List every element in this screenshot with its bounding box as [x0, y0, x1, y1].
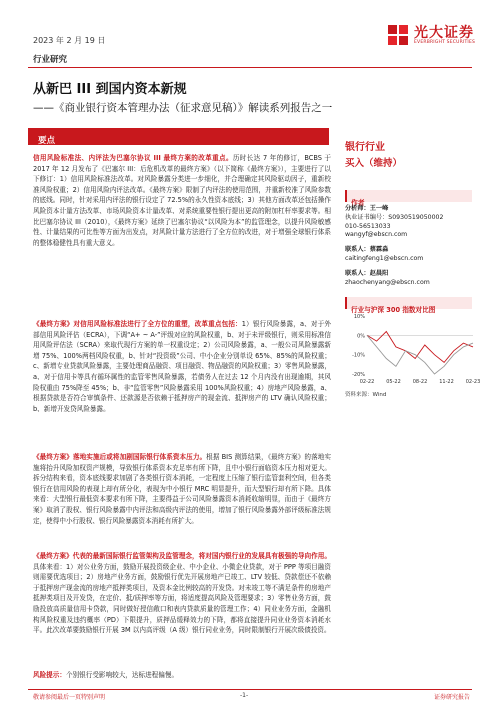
chart-header — [345, 297, 472, 314]
risk-label: 风险提示： — [33, 671, 66, 679]
contact-1-name: 联系人：蔡霖淼 — [345, 246, 389, 254]
report-date: 2023 年 2 月 19 日 — [33, 36, 106, 45]
y-tick-label: 0% — [357, 333, 365, 340]
paragraph-4-highlight: 《最终方案》代表的最新国际银行监管架构及监管理念，将对国内银行业的发展具有极强的导向作用。 — [33, 552, 331, 560]
chart-source: 资料来源：Wind — [345, 392, 387, 398]
contact-2-email[interactable]: zhaochenyang@ebscn.com — [345, 278, 430, 286]
series-line — [367, 335, 473, 374]
x-tick-label: 05-22 — [386, 379, 401, 385]
paragraph-2-text: 1）银行风险暴露，a、对于外部信用风险评估（ECRA），下调“A+ ~ A-”评级对应的风险权重，b、对于未评级银行，则采用标准信用风险评估法（SCRA）来取代现行方案的单一权重设定；2）公司风险暴露，a、一般公司风险暴露新增 75%、100%两档风险权重，b、针对“投资级”公司、中小企业分别单设 65%、85%的风险权重；c、新增专业贷款风险暴露，主要处理商品融资、项目融资、物品融资的风险权重；3）零售风险暴露，a、对于信用卡等具有循环属性的监管零售风险暴露，若债务人在过去 12 个月内没有出现逾期，其风险权重由 75%降至 45%；b、非“监管零售”风险暴露采用 100%风险权重；4）房地产风险暴露，a、根据贷款是否符合审慎条件、还款源是否依赖于抵押房产的现金流、抵押房产的 LTV 确认风险权重；b、新增开发贷风险暴露。 — [33, 320, 331, 413]
x-tick-label: 02-23 — [465, 379, 481, 385]
risk-warning — [33, 670, 331, 681]
y-tick-label: 10% — [353, 314, 365, 320]
analyst-cert: 执业证书编号：S0930519050002 — [345, 213, 444, 221]
index-comparison-chart — [345, 312, 481, 388]
paragraph-4 — [33, 551, 331, 636]
x-tick-label: 11-22 — [439, 379, 454, 385]
header-divider — [28, 67, 472, 68]
author-header — [345, 190, 472, 207]
investment-rating: 买入（维持） — [345, 158, 403, 169]
author-header-label: 作者 — [351, 199, 365, 207]
key-points-label: 要点 — [38, 136, 56, 146]
series-line — [367, 332, 473, 363]
paragraph-4-text: 具体来看：1）对公业务方面，鼓励开展投资级企业、中小企业、小微企业贷款，对于 PPP 等项目融资则需要优选项目；2）房地产业务方面，鼓励银行优先开展房地产已竣工、LTV 较低、贷款偿还不依赖于抵押房产现金流的房地产抵押类项目，及资本金比例较高的开发贷。对未竣工等不满足条件的房地产抵押类项目及开发贷，在定价、抵/质押率等方面，将适度提高风险及管理要求；3）零售业务方面，鼓励投放高质量信用卡贷款，同时做好授信敞口和表内贷款质量的管理工作；4）同业业务方面，金融机构风险权重及违约概率（PD）下限提升，质押品缓释效力的下降，都将直接提升同业业务资本消耗水平。此次改革要鼓励银行开展 3M 以内高评级（A 级）银行同业业务，同时限制银行开展次级债投资。 — [33, 562, 331, 635]
contact-1-email[interactable]: caitingfeng1@ebscn.com — [345, 254, 424, 262]
paragraph-2-highlight: 《最终方案》对信用风险标准法进行了全方位的重塑，改革重点包括： — [33, 320, 242, 328]
paragraph-3-highlight: 《最终方案》落地实施后或将加剧国际银行体系资本压力。 — [33, 453, 207, 461]
logo-text-en: EVERBRIGHT SECURITIES — [414, 39, 476, 45]
paragraph-1 — [33, 153, 331, 248]
paragraph-3-text: 根据 BIS 测算结果，《最终方案》的落地实施将抬升风险加权资产规模，导致银行体系资本充足率有所下降，且中小银行面临资本压力相对更大。拆分结构来看，资本底线要求加剧了各类银行资本消耗，一定程度上压缩了银行监管套利空间，但各类银行在信用风险的表现上却有所分化，表现为中小银行 MRC 明显提升，而大型银行却有所下降。具体来看：大型银行最低资本要求有所下降，主要得益于公司风险暴露资本消耗收缩明显，而由于《最终方案》取消了股权、银行风险暴露中内评法和高级内评法的使用，增加了银行风险暴露外部评级标准法规定，使得中小行股权、银行风险暴露资本消耗有所扩大。 — [33, 453, 332, 525]
paragraph-2 — [33, 319, 331, 414]
analyst-email[interactable]: wangyf@ebscn.com — [345, 231, 408, 239]
logo-text-cn: 光大证券 — [414, 24, 474, 41]
report-category: 行业研究 — [33, 55, 68, 65]
footer-divider — [28, 689, 472, 690]
company-logo — [388, 25, 475, 45]
contact-2-name: 联系人：赵晨阳 — [345, 269, 389, 277]
paragraph-1-highlight: 信用风险标准法、内评法为巴塞尔协议 III 最终方案的改革重点。 — [33, 154, 233, 162]
risk-text: 个别银行受影响较大，达标进程偏慢。 — [65, 671, 179, 679]
x-tick-label: 08-22 — [412, 379, 428, 385]
y-tick-label: -10% — [352, 352, 365, 359]
page-number: -1- — [240, 692, 249, 699]
paragraph-1-text: 历时长达 7 年的修订，BCBS 于 2017 年 12 月发布了《巴塞尔 III：后危机改革的最终方案》（以下简称《最终方案》），主要进行了以下修订：1）信用风险标准法改革。对风险暴露分类进一步细化，并合理确定其风险驱动因子，重新校准风险权重；2）信用风险内评法改革。《最终方案》限制了内评法的使用范围，并重新校准了风险参数的底线。同时，针对采用内评法的银行设定了 72.5%的永久性资本底线；3）其他方面改革还包括操作风险资本计量方法改革、市场风险资本计量改革、对系统重要性银行提出更高的附加杠杆率要求等。相比巴塞尔协议 III（2010），《最终方案》延续了巴塞尔协议“以风险为本”的监管理念，以提升风险敏感性、计量结果的可比性等方面为出发点，对风险计量方法进行了全方位的改进，对于增强全球银行体系的整体稳健性具有重大意义。 — [33, 154, 331, 247]
y-tick-label: -20% — [352, 372, 365, 378]
chart-title: 行业与沪深 300 指数对比图 — [351, 306, 436, 314]
key-points-tab — [28, 128, 329, 145]
x-tick-label: 02-22 — [359, 379, 375, 385]
analyst-name: 分析师：王一峰 — [345, 205, 389, 212]
footer-disclaimer[interactable]: 敬请参阅最后一页特别声明 — [33, 694, 106, 701]
industry-name: 银行行业 — [345, 142, 385, 153]
report-subtitle: ——《商业银行资本管理办法（征求意见稿）》解读系列报告之一 — [33, 102, 333, 114]
logo-mark-icon — [388, 25, 410, 45]
paragraph-3 — [33, 452, 331, 526]
analyst-info — [345, 205, 443, 287]
report-title: 从新巴 III 到国内资本新规 — [33, 82, 187, 97]
footer-doc-type: 证券研究报告 — [433, 694, 470, 701]
analyst-phone: 010-56513033 — [345, 222, 391, 230]
